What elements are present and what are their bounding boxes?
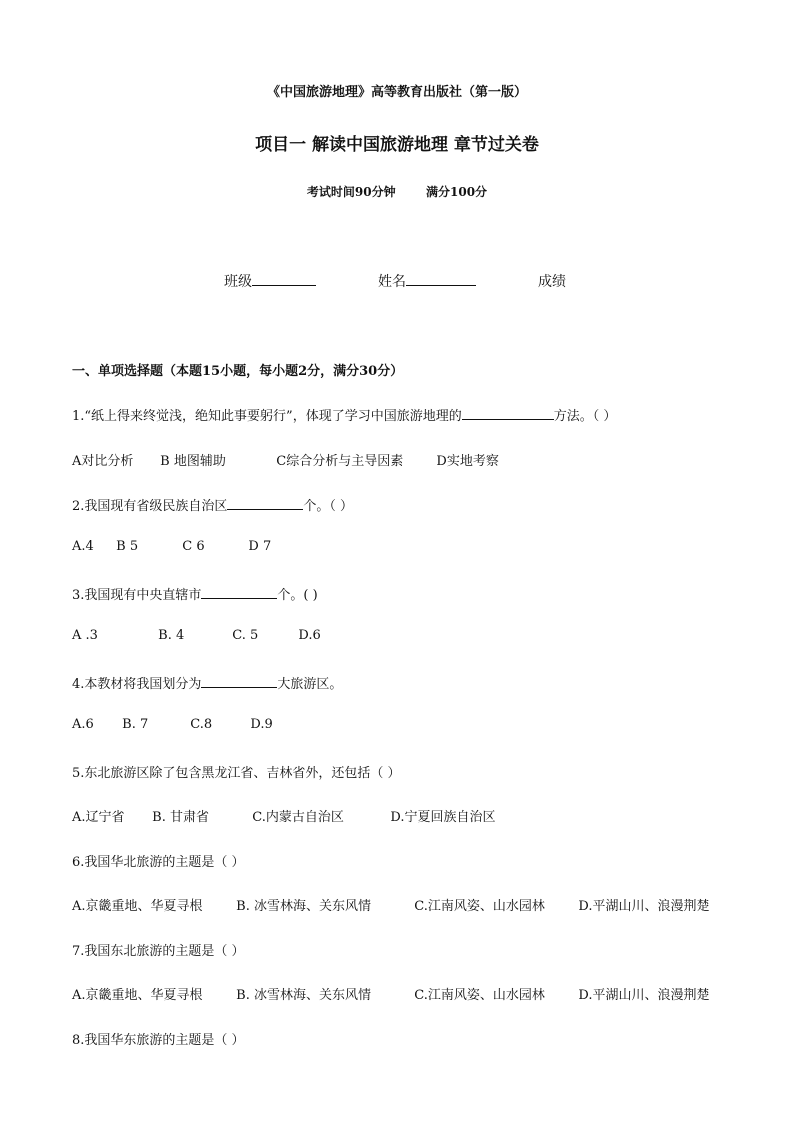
name-field[interactable]	[378, 271, 476, 291]
option[interactable]: B. 7	[122, 717, 149, 732]
question-options	[72, 628, 321, 643]
grade-label: 成绩	[538, 274, 566, 290]
option[interactable]: A.京畿重地、华夏寻根	[72, 899, 203, 914]
option[interactable]: C.江南风姿、山水园林	[414, 899, 545, 914]
question-stem: 6.我国华北旅游的主题是（ ）	[72, 855, 245, 870]
answer-blank[interactable]	[227, 495, 303, 510]
option[interactable]: D.9	[250, 717, 273, 732]
option[interactable]: A.6	[72, 717, 94, 732]
answer-blank[interactable]	[201, 673, 277, 688]
question-stem: 3.我国现有中央直辖市 个。( )	[72, 584, 318, 603]
option[interactable]: C.8	[190, 717, 213, 732]
section-heading: 一、单项选择题（本题15小题，每小题2分，满分30分）	[72, 364, 404, 379]
option[interactable]: C. 5	[232, 628, 259, 643]
page-title: 项目一 解读中国旅游地理 章节过关卷	[255, 135, 539, 155]
exam-time: 考试时间90分钟	[306, 185, 396, 199]
question-stem: 5.东北旅游区除了包含黑龙江省、吉林省外，还包括（ ）	[72, 766, 401, 781]
question-stem: 1.“纸上得来终觉浅，绝知此事要躬行”，体现了学习中国旅游地理的 方法。（ ）	[72, 405, 616, 424]
answer-blank[interactable]	[462, 405, 554, 420]
option[interactable]: A.辽宁省	[72, 810, 125, 825]
name-label: 姓名	[378, 274, 406, 290]
option[interactable]: B 地图辅助	[160, 454, 226, 469]
option[interactable]: A对比分析	[72, 454, 134, 469]
option[interactable]: D 7	[248, 539, 272, 554]
option[interactable]: C 6	[182, 539, 205, 554]
answer-blank[interactable]	[201, 584, 277, 599]
question-options	[72, 539, 271, 554]
question-options	[72, 450, 499, 469]
option[interactable]: B 5	[116, 539, 139, 554]
class-field[interactable]	[224, 271, 316, 291]
option[interactable]: A.京畿重地、华夏寻根	[72, 988, 203, 1003]
option[interactable]: B. 甘肃省	[152, 810, 209, 825]
name-blank[interactable]	[406, 271, 476, 286]
question-options	[72, 984, 710, 1003]
option[interactable]: C综合分析与主导因素	[276, 454, 404, 469]
option[interactable]: A.4	[72, 539, 94, 554]
question-stem: 7.我国东北旅游的主题是（ ）	[72, 944, 245, 959]
option[interactable]: D实地考察	[436, 454, 499, 469]
class-label: 班级	[224, 274, 252, 290]
option[interactable]: B. 4	[158, 628, 185, 643]
option[interactable]: B. 冰雪林海、关东风情	[236, 988, 371, 1003]
class-blank[interactable]	[252, 271, 316, 286]
textbook-header: 《中国旅游地理》高等教育出版社（第一版）	[266, 85, 527, 100]
option[interactable]: B. 冰雪林海、关东风情	[236, 899, 371, 914]
exam-meta	[0, 183, 794, 200]
grade-field[interactable]	[538, 271, 566, 291]
question-options	[72, 717, 273, 732]
option[interactable]: D.宁夏回族自治区	[390, 810, 496, 825]
question-stem: 8.我国华东旅游的主题是（ ）	[72, 1033, 245, 1048]
option[interactable]: D.6	[298, 628, 321, 643]
question-options	[72, 895, 710, 914]
question-options	[72, 806, 496, 825]
option[interactable]: D.平湖山川、浪漫荆楚	[578, 899, 710, 914]
question-stem: 2.我国现有省级民族自治区 个。（ ）	[72, 495, 353, 514]
option[interactable]: C.内蒙古自治区	[252, 810, 344, 825]
option[interactable]: D.平湖山川、浪漫荆楚	[578, 988, 710, 1003]
option[interactable]: A .3	[72, 628, 98, 643]
option[interactable]: C.江南风姿、山水园林	[414, 988, 545, 1003]
exam-full-score: 满分100分	[426, 185, 488, 199]
question-stem: 4.本教材将我国划分为 大旅游区。	[72, 673, 342, 692]
